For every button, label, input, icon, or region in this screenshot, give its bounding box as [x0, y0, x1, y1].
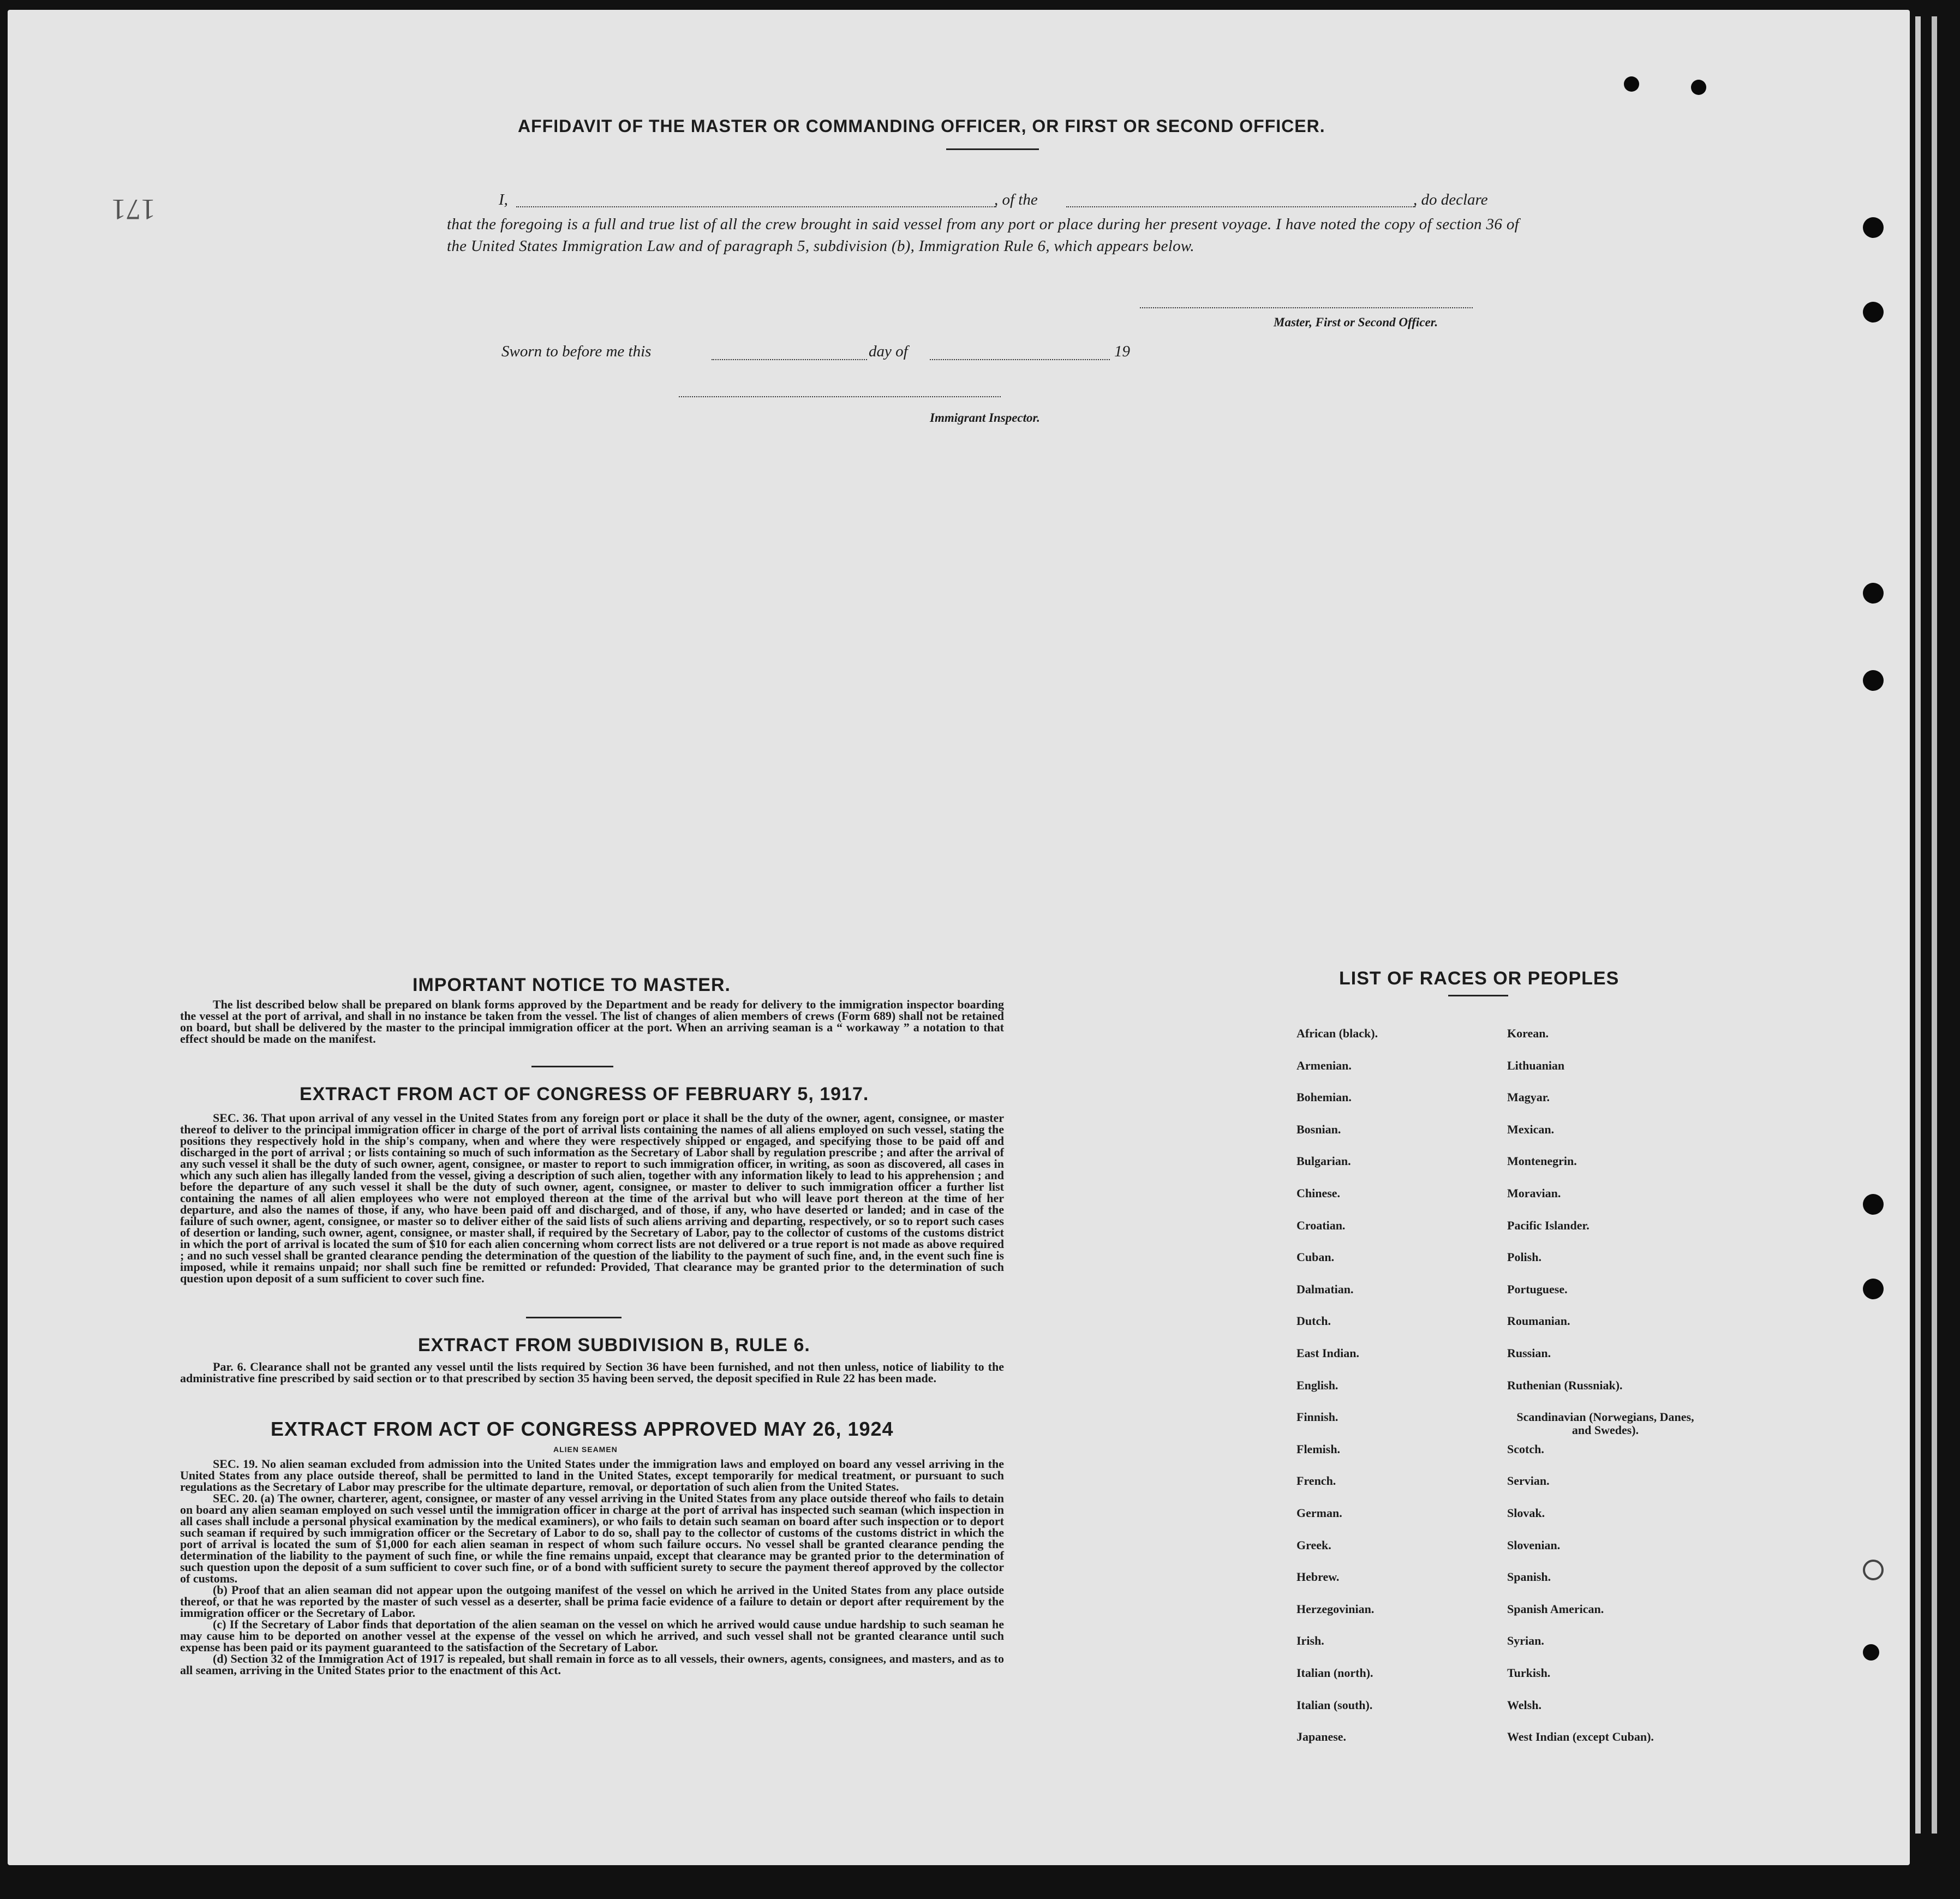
extract-1917-text: SEC. 36. That upon arrival of any vessel in the United States from any foreign port or place it shall be the duty of the owner, agent, consignee, or master thereof to deliver to the principal immigration officer in charge of the port of arrival lists containing the names of all aliens employed on such vessel, stating the positions they respectively hold in the ship's company, when and where they were respectively shipped or engaged, and specifying those to be paid off and discharged in the port of arrival ; or lists containing so much of such information as the Secretary of Labor shall by regulation prescribe ; and after the arrival of any such vessel it shall be the duty of such owner, agent, consignee, or master to report to such immigration officer, in writing, as soon as discovered, all cases in which any such alien has illegally landed from the vessel, giving a description of such alien, together with any information likely to lead to his apprehension ; and before the departure of any such vessel it shall be the duty of such owner, agent, consignee, or master to deliver to such immigration officer a further list containing the names of all alien employees who were not employed thereon at the time of the arrival but who will leave port thereon at the time of her departure, and also the names of those, if any, who have been paid off and discharged, and of those, if any, who have deserted or landed; and in case of the failure of such owner, agent, consignee, or master so to deliver either of the said lists of such aliens arriving and departing, respectively, or so to report such cases of desertion or landing, such owner, agent, consignee, or master shall, if required by the Secretary of Labor, pay to the collector of customs of the customs district in which the port of arrival is located the sum of $10 for each alien concerning whom correct lists are not delivered or a true report is not made as above required ; and no such vessel shall be granted clearance pending the determination of the question of the liability to the payment of such fine, and, in the event such fine is imposed, while it remains unpaid; nor shall such fine be remitted or refunded: Provided, That clearance may be granted prior to the determination of such question upon deposit of a sum sufficient to cover such fine. — [180, 1111, 1004, 1285]
race-item: Italian (south). — [1296, 1698, 1373, 1712]
race-item: Montenegrin. — [1507, 1154, 1577, 1168]
race-item: Lithuanian — [1507, 1058, 1565, 1072]
punch-hole — [1863, 302, 1884, 323]
race-item: Servian. — [1507, 1474, 1550, 1488]
affidavit-title-rule — [946, 148, 1039, 150]
race-item: Pacific Islander. — [1507, 1218, 1589, 1232]
race-item: Bosnian. — [1296, 1122, 1341, 1136]
race-item: Magyar. — [1507, 1090, 1550, 1104]
race-item: Italian (north). — [1296, 1666, 1373, 1680]
race-item: Scotch. — [1507, 1442, 1544, 1456]
race-item: French. — [1296, 1474, 1336, 1488]
extract-1917-rule — [526, 1317, 622, 1318]
race-item: Scandinavian (Norwegians, Danes, and Swedes). — [1516, 1410, 1694, 1437]
affidavit-body: that the foregoing is a full and true list of all the crew brought in said vessel from any port or place during her present voyage. I have noted the copy of section 36 of the United States Immigration Law and of paragraph 5, subdivision (b), Immigration Rule 6, which appears below. — [447, 216, 1519, 255]
race-item: Welsh. — [1507, 1698, 1541, 1712]
race-item: Portuguese. — [1507, 1282, 1568, 1296]
affidavit-i-label: I, — [499, 191, 508, 208]
race-item: Dalmatian. — [1296, 1282, 1354, 1296]
name-line — [516, 206, 996, 207]
race-item: Korean. — [1507, 1026, 1549, 1040]
sec20d-text: (d) Section 32 of the Immigration Act of 1917 is repealed, but shall remain in force as to all vessels, their owners, agents, consignees, and masters, and as to all seamen, arriving in the United States prior to the enactment of this Act. — [180, 1652, 1004, 1677]
document-page — [8, 10, 1910, 1865]
extract-1924-subtitle: ALIEN SEAMEN — [553, 1445, 618, 1454]
race-item: Greek. — [1296, 1538, 1331, 1552]
race-item: Hebrew. — [1296, 1570, 1340, 1584]
master-caption: Master, First or Second Officer. — [1274, 315, 1438, 329]
race-item: Slovak. — [1507, 1506, 1545, 1520]
inspector-caption: Immigrant Inspector. — [930, 411, 1040, 425]
extract-rule6-text: Par. 6. Clearance shall not be granted any vessel until the lists required by Section 36 have been furnished, and not then unless, notice of liability to the administrative fine prescribed by said section or to that prescribed by section 35 having been served, the deposit specified in Rule 22 has been made. — [180, 1360, 1004, 1385]
punch-hole — [1863, 1279, 1884, 1299]
notice-title: IMPORTANT NOTICE TO MASTER. — [413, 975, 731, 995]
race-item: African (black). — [1296, 1026, 1378, 1040]
race-item: East Indian. — [1296, 1346, 1359, 1360]
day-of-label: day of — [869, 343, 908, 360]
race-item: Herzegovinian. — [1296, 1602, 1375, 1616]
page-edge — [1915, 16, 1921, 1834]
race-item: Flemish. — [1296, 1442, 1341, 1456]
sec20a-text: SEC. 20. (a) The owner, charterer, agent, consignee, or master of any vessel arriving in the United States from any place outside thereof who fails to detain on board any alien seaman employed on such vessel until the immigration officer in charge at the port of arrival has inspected such seaman (which inspection in all cases shall include a personal physical examination by the medical examiners), or who fails to detain such seaman on board after such inspection or to deport such seaman if required by such immigration officer or the Secretary of Labor to do so, shall pay to the collector of customs of the customs district in which the port of arrival is located the sum of $1,000 for each alien seaman in respect of whom such failure occurs. No vessel shall be granted clearance pending the determination of the liability to the payment of such fine, or while the fine remains unpaid, except that clearance may be granted prior to the determination of such question upon the deposit of a sum sufficient to cover such fine, or of a bond with sufficient surety to secure the payment thereof approved by the collector of customs. — [180, 1491, 1004, 1585]
race-item: Syrian. — [1507, 1634, 1544, 1648]
page-edge — [1932, 16, 1937, 1834]
punch-hole — [1624, 76, 1639, 92]
punch-hole — [1691, 80, 1706, 95]
extract-1924-title: EXTRACT FROM ACT OF CONGRESS APPROVED MAY 26, 1924 — [271, 1418, 894, 1440]
race-item: Roumanian. — [1507, 1314, 1570, 1328]
extract-1924-body — [180, 1458, 1004, 1676]
bleed-through-area — [935, 403, 1863, 1276]
inspector-signature-line — [679, 396, 1001, 397]
race-item: Irish. — [1296, 1634, 1324, 1648]
punch-hole — [1863, 217, 1884, 238]
race-item: Spanish American. — [1507, 1602, 1604, 1616]
punch-hole — [1863, 583, 1884, 604]
side-number: 171 — [111, 193, 156, 226]
affidavit-declare-label: , do declare — [1413, 191, 1488, 208]
extract-1917-title: EXTRACT FROM ACT OF CONGRESS OF FEBRUARY 5, 1917. — [300, 1084, 869, 1104]
race-item: Cuban. — [1296, 1250, 1335, 1264]
race-item: Slovenian. — [1507, 1538, 1561, 1552]
punch-hole — [1863, 1194, 1884, 1215]
race-item: English. — [1296, 1378, 1338, 1392]
race-item: Turkish. — [1507, 1666, 1551, 1680]
race-item: Chinese. — [1296, 1186, 1341, 1200]
notice-text: The list described below shall be prepared on blank forms approved by the Department and be ready for delivery to the immigration inspector boarding the vessel at the port of arrival, and shall in no instance be taken from the vessel. The list of changes of alien members of crews (Form 689) shall not be retained on board, but shall be delivered by the master to the principal immigration officer at the port. When an arriving seaman is a “ workaway ” a notation to that effect should be made on the manifest. — [180, 998, 1004, 1046]
sworn-month-line — [930, 359, 1110, 360]
affidavit-title: AFFIDAVIT OF THE MASTER OR COMMANDING OFFICER, OR FIRST OR SECOND OFFICER. — [518, 116, 1325, 136]
sworn-day-line — [712, 359, 867, 360]
punch-hole — [1863, 1644, 1879, 1661]
race-item: Russian. — [1507, 1346, 1551, 1360]
race-item: West Indian (except Cuban). — [1507, 1730, 1654, 1744]
race-item: Bulgarian. — [1296, 1154, 1351, 1168]
race-item: Dutch. — [1296, 1314, 1331, 1328]
year-label: 19 — [1114, 343, 1130, 360]
punch-hole-empty — [1863, 1560, 1884, 1580]
race-item: Moravian. — [1507, 1186, 1561, 1200]
race-item: Japanese. — [1296, 1730, 1347, 1744]
race-item: Spanish. — [1507, 1570, 1551, 1584]
sec20b-text: (b) Proof that an alien seaman did not appear upon the outgoing manifest of the vessel on which he arrived in the United States from any place outside thereof, or that he was reported by the master of such vessel as a deserter, shall be prima facie evidence of a failure to detain or deport after requirement by the immigration officer or the Secretary of Labor. — [180, 1583, 1004, 1620]
races-title: LIST OF RACES OR PEOPLES — [1339, 968, 1620, 989]
master-signature-line — [1140, 307, 1473, 308]
sec19-text: SEC. 19. No alien seaman excluded from admission into the United States under the immigration laws and employed on board any vessel arriving in the United States from any place outside thereof, shall be permitted to land in the United States, except temporarily for medical treatment, or pursuant to such regulations as the Secretary of Labor may prescribe for the ultimate departure, removal, or deportation of such alien from the United States. — [180, 1457, 1004, 1494]
race-item: Armenian. — [1296, 1058, 1352, 1072]
race-item: Bohemian. — [1296, 1090, 1352, 1104]
race-item: Polish. — [1507, 1250, 1541, 1264]
race-item: Ruthenian (Russniak). — [1507, 1378, 1623, 1392]
extract-rule6-title: EXTRACT FROM SUBDIVISION B, RULE 6. — [418, 1335, 810, 1355]
race-item: Croatian. — [1296, 1218, 1346, 1232]
vessel-line — [1066, 206, 1415, 207]
sec20c-text: (c) If the Secretary of Labor finds that deportation of the alien seaman on the vessel on which he arrived would cause undue hardship to such seaman he may cause him to be deported on another vessel at the expense of the vessel on which he arrived, and such vessel shall not be granted clearance until such expense has been paid or its payment guaranteed to the satisfaction of the Secretary of Labor. — [180, 1617, 1004, 1654]
races-title-rule — [1448, 995, 1508, 996]
affidavit-of-label: , of the — [994, 191, 1038, 208]
sworn-label: Sworn to before me this — [501, 343, 652, 360]
punch-hole — [1863, 670, 1884, 691]
race-item: Mexican. — [1507, 1122, 1555, 1136]
race-item: Finnish. — [1296, 1410, 1338, 1424]
race-item: German. — [1296, 1506, 1342, 1520]
notice-rule — [531, 1066, 613, 1067]
